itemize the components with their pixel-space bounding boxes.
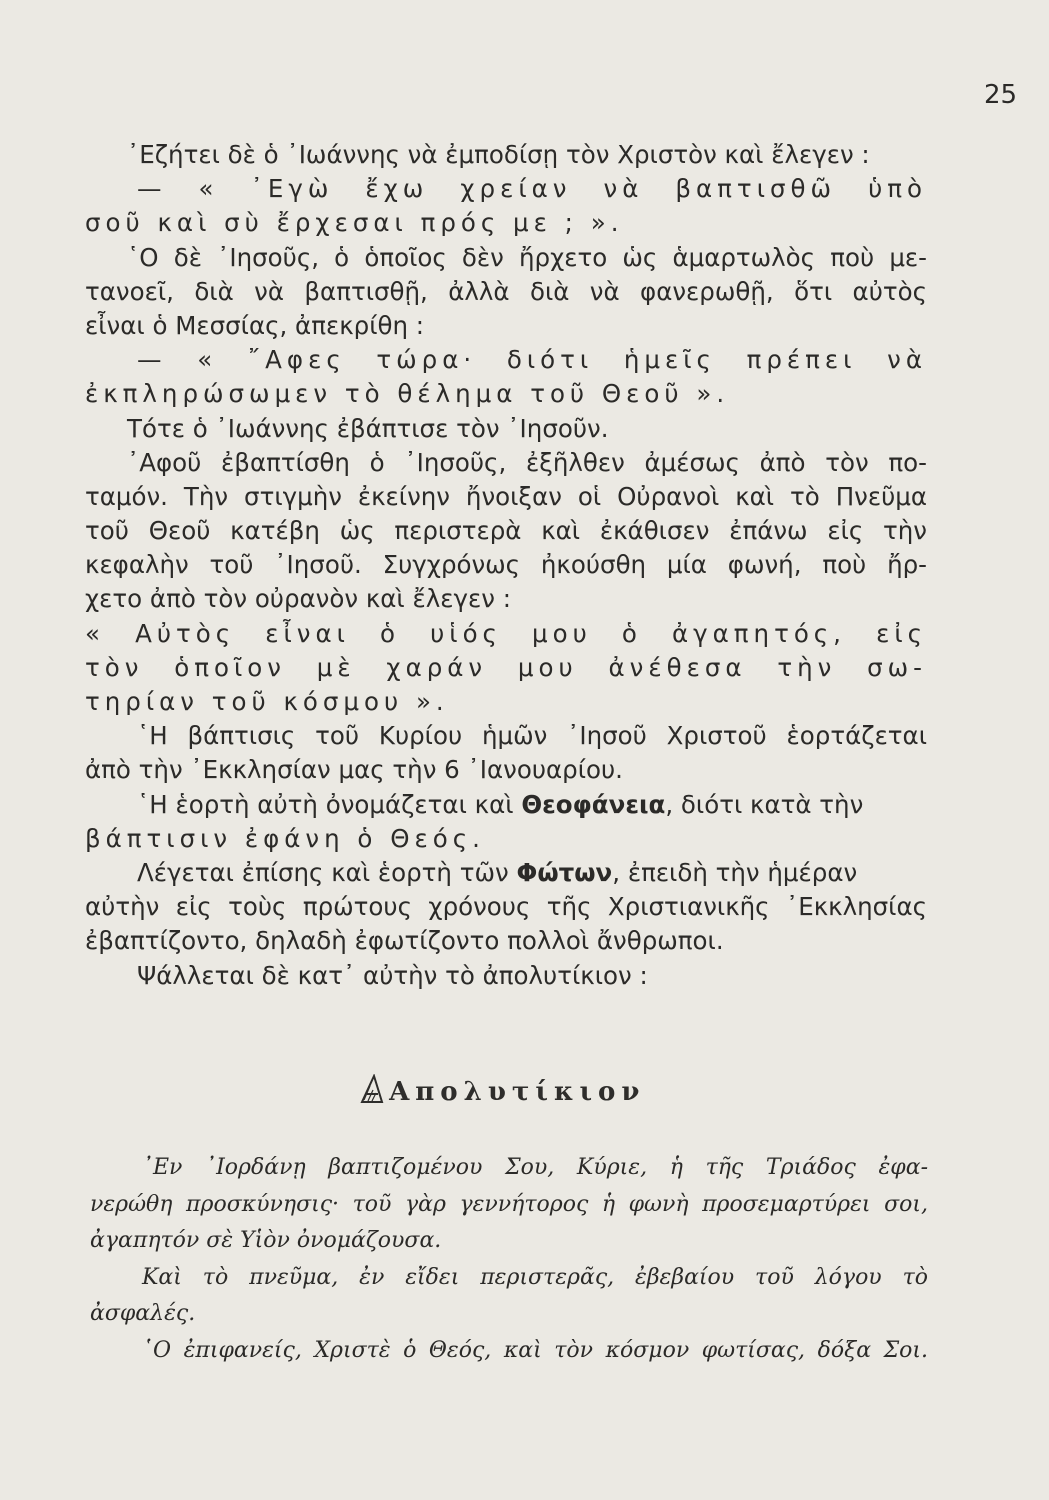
text-line: ἀπὸ τὴν ᾿Εκκλησίαν μας τὴν 6 ᾿Ιανουαρίου. [85,755,623,785]
text-line: βάπτισιν ἐφάνη ὁ Θεός. [85,823,485,853]
section-heading [360,1074,645,1114]
text-line: τὸν ὁποῖον μὲ χαράν μου ἀνέθεσα τὴν σω- [85,652,927,682]
text-line: σοῦ καὶ σὺ ἔρχεσαι πρός με ; ». [85,208,624,238]
text-line: — « ᾿Εγὼ ἔχω χρείαν νὰ βαπτισθῶ ὑπὸ [137,174,927,204]
text-line-theophania [85,788,927,822]
text-line: ῾Ο δὲ ᾿Ιησοῦς, ὁ ὁποῖος δὲν ἤρχετο ὡς ἁμαρτωλὸς ποὺ με- [127,242,927,272]
hymn-line: ῾Ο ἐπιφανείς, Χριστὲ ὁ Θεός, καὶ τὸν κόσμον φωτίσας, δόξα Σοι. [142,1337,928,1363]
text-line: Τότε ὁ ᾿Ιωάννης ἐβάπτισε τὸν ᾿Ιησοῦν. [127,413,609,443]
term-foton: Φώτων [516,857,613,887]
text-line: ᾿Εζήτει δὲ ὁ ᾿Ιωάννης νὰ ἐμποδίσῃ τὸν Χριστὸν καὶ ἔλεγεν : [127,140,870,169]
term-theophania: Θεοφάνεια [521,789,666,819]
hymn-line: νερώθη προσκύνησις· τοῦ γὰρ γεννήτορος ἡ φωνὴ προσεμαρτύρει σοι, [90,1191,928,1217]
hymn-line: ἀσφαλές. [90,1301,196,1326]
text-line: — « ῎Αφες τώρα· διότι ἡμεῖς πρέπει νὰ [137,345,927,375]
hymn-text [90,1150,928,1369]
body-text [85,138,927,993]
text-line: ἐκπληρώσωμεν τὸ θέλημα τοῦ Θεοῦ ». [85,379,730,409]
text-line: εἶναι ὁ Μεσσίας, ἀπεκρίθη : [85,310,425,340]
text-line: αὐτὴν εἰς τοὺς πρώτους χρόνους τῆς Χριστιανικῆς ᾿Εκκλησίας [85,892,927,922]
drop-cap-ornament-icon [360,1074,384,1104]
page-number: 25 [984,80,1018,110]
text-line: ῾Η βάπτισις τοῦ Κυρίου ἡμῶν ᾿Ιησοῦ Χριστοῦ ἑορτάζεται [137,721,927,751]
text-line: κεφαλὴν τοῦ ᾿Ιησοῦ. Συγχρόνως ἠκούσθη μία φωνή, ποὺ ἤρ- [85,550,927,580]
text-line: χετο ἀπὸ τὸν οὐρανὸν καὶ ἔλεγεν : [85,584,511,614]
text-line: Ψάλλεται δὲ κατ᾿ αὐτὴν τὸ ἀπολυτίκιον : [137,960,648,990]
text-line-foton [85,856,927,890]
text-fragment: , διότι κατὰ τὴν [665,789,864,819]
hymn-line: ᾿Εν ᾿Ιορδάνῃ βαπτιζομένου Σου, Κύριε, ἡ τῆς Τριάδος ἐφα- [142,1155,928,1180]
text-fragment: , ἐπειδὴ τὴν ἡμέραν [612,857,858,887]
text-fragment: ῾Η ἑορτὴ αὐτὴ ὀνομάζεται καὶ [137,789,514,819]
text-line: τανοεῖ, διὰ νὰ βαπτισθῇ, ἀλλὰ διὰ νὰ φανερωθῇ, ὅτι αὐτὸς [85,276,927,306]
hymn-line: ἀγαπητόν σὲ Υἱὸν ὀνομάζουσα. [90,1228,442,1253]
text-fragment: Λέγεται ἐπίσης καὶ ἑορτὴ τῶν [137,857,509,887]
hymn-line: Καὶ τὸ πνεῦμα, ἐν εἴδει περιστερᾶς, ἐβεβαίου τοῦ λόγου τὸ [142,1264,928,1290]
text-line: ᾿Αφοῦ ἐβαπτίσθη ὁ ᾿Ιησοῦς, ἐξῆλθεν ἀμέσως ἀπὸ τὸν πο- [127,447,927,477]
text-line: ἐβαπτίζοντο, δηλαδὴ ἐφωτίζοντο πολλοὶ ἄνθρωποι. [85,926,724,956]
text-line: τοῦ Θεοῦ κατέβη ὡς περιστερὰ καὶ ἐκάθισεν ἐπάνω εἰς τὴν [85,516,927,546]
text-line: « Αὐτὸς εἶναι ὁ υἱός μου ὁ ἀγαπητός, εἰς [85,618,927,648]
text-line: ταμόν. Τὴν στιγμὴν ἐκείνην ἤνοιξαν οἱ Οὐρανοὶ καὶ τὸ Πνεῦμα [85,481,927,511]
heading-title: Απολυτίκιον [389,1077,646,1107]
text-line: τηρίαν τοῦ κόσμου ». [85,687,449,716]
